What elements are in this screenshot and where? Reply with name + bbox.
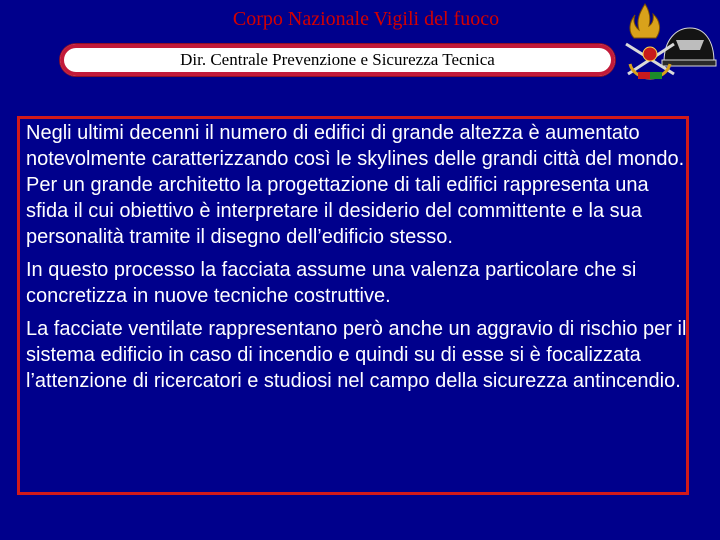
- paragraph-2: In questo processo la facciata assume una valenza particolare che si concretizza in nuove tecniche costruttive.: [26, 259, 637, 307]
- firefighter-emblem-icon: [618, 0, 718, 82]
- paragraph-1: Negli ultimi decenni il numero di edifici di grande altezza è aumentato notevolmente caratterizzando così le skylines delle grandi città del mondo. Per un grande architetto la progettazione di tali edifici rappresenta una sfida il cui obiettivo è interpretare il desiderio del committente e la sua personalità tramite il disegno dell’edificio stesso.: [26, 122, 685, 248]
- subtitle-text: Dir. Centrale Prevenzione e Sicurezza Tecnica: [180, 50, 495, 69]
- body-text: [26, 120, 696, 394]
- paragraph-3: La facciate ventilate rappresentano però anche un aggravio di rischio per il sistema edificio in caso di incendio e quindi su di esse si è focalizzata l’attenzione di ricercatori e studiosi nel campo della sicurezza antincendio.: [26, 318, 687, 392]
- page-title: Corpo Nazionale Vigili del fuoco: [232, 8, 500, 30]
